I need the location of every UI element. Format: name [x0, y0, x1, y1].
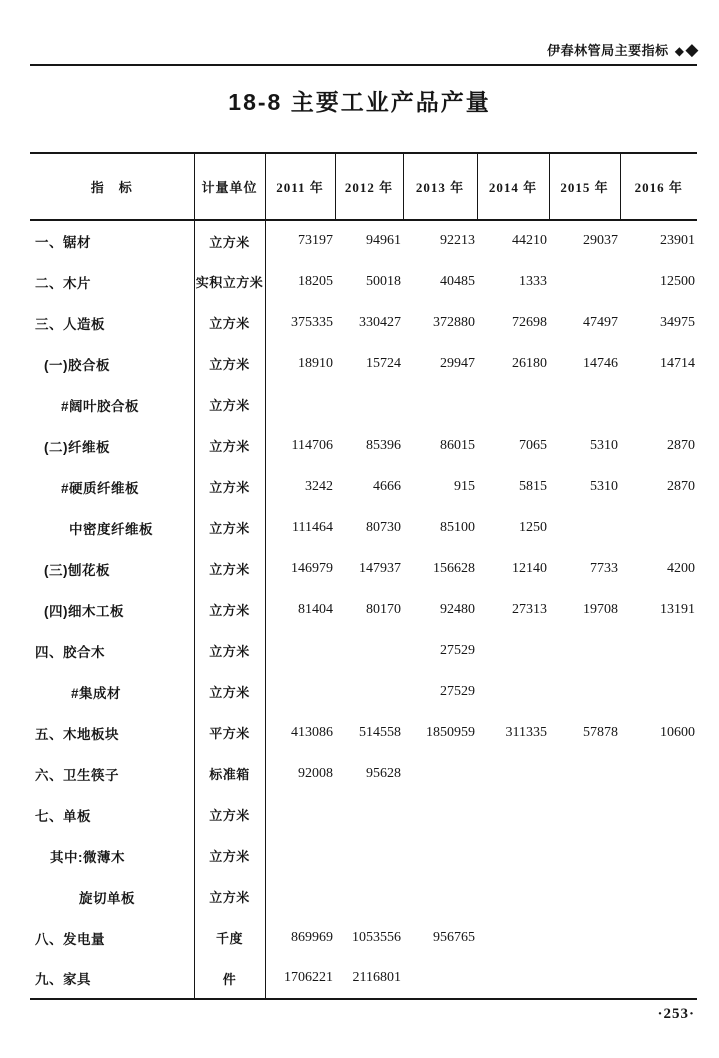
value-cell: 372880	[433, 314, 475, 330]
value-cell	[620, 876, 697, 917]
value-cell: 50018	[366, 273, 401, 289]
indicator-cell: (一)胶合板	[30, 343, 194, 384]
indicator-cell: 其中:微薄木	[30, 835, 194, 876]
value-cell: 47497	[583, 314, 618, 330]
value-cell: 1333	[519, 273, 547, 289]
value-cell: 147937	[359, 560, 401, 576]
value-cell	[549, 876, 620, 917]
value-cell: 92480	[440, 601, 475, 617]
value-cell: 14746	[583, 355, 618, 371]
indicator-cell: 三、人造板	[30, 302, 194, 343]
value-cell	[403, 753, 477, 794]
unit-cell: 立方米	[194, 466, 265, 507]
table-row	[30, 589, 697, 630]
value-cell: 330427	[359, 314, 401, 330]
unit-cell: 件	[194, 958, 265, 999]
value-cell	[477, 876, 549, 917]
unit-cell: 立方米	[194, 589, 265, 630]
value-cell	[549, 384, 620, 425]
table-row	[30, 876, 697, 917]
value-cell: 2870	[667, 437, 695, 453]
unit-cell: 立方米	[194, 384, 265, 425]
value-cell	[403, 958, 477, 999]
value-cell	[549, 917, 620, 958]
value-cell: 95628	[366, 765, 401, 781]
value-cell	[335, 876, 403, 917]
column-header: 2013 年	[403, 153, 477, 220]
value-cell: 1706221	[284, 970, 333, 985]
value-cell: 1053556	[352, 929, 401, 945]
value-cell: 114706	[291, 437, 333, 453]
value-cell	[403, 384, 477, 425]
running-head-text: 伊春林管局主要指标	[547, 43, 669, 58]
value-cell: 7733	[590, 560, 618, 576]
value-cell: 14714	[660, 355, 695, 371]
value-cell	[549, 630, 620, 671]
value-cell: 5310	[590, 478, 618, 494]
value-cell: 81404	[298, 601, 333, 617]
table-row	[30, 220, 697, 261]
table-row	[30, 302, 697, 343]
value-cell	[265, 630, 335, 671]
value-cell: 86015	[440, 437, 475, 453]
unit-cell: 立方米	[194, 548, 265, 589]
table-row	[30, 384, 697, 425]
unit-cell: 立方米	[194, 302, 265, 343]
value-cell	[403, 794, 477, 835]
value-cell: 18910	[298, 355, 333, 371]
value-cell	[620, 384, 697, 425]
value-cell: 111464	[292, 519, 333, 535]
value-cell: 5815	[519, 478, 547, 494]
value-cell: 311335	[505, 724, 547, 740]
indicator-cell: (二)纤维板	[30, 425, 194, 466]
value-cell: 85396	[366, 437, 401, 453]
value-cell	[477, 958, 549, 999]
value-cell: 80730	[366, 519, 401, 535]
value-cell: 10600	[660, 724, 695, 740]
value-cell	[549, 261, 620, 302]
value-cell	[403, 876, 477, 917]
table-row	[30, 343, 697, 384]
value-cell: 72698	[512, 314, 547, 330]
value-cell: 29037	[583, 233, 618, 248]
table-row	[30, 507, 697, 548]
value-cell	[265, 794, 335, 835]
value-cell: 80170	[366, 601, 401, 617]
indicator-cell: 一、锯材	[30, 220, 194, 261]
value-cell: 146979	[291, 560, 333, 576]
indicator-cell: 旋切单板	[30, 876, 194, 917]
unit-cell: 标准箱	[194, 753, 265, 794]
value-cell: 915	[454, 478, 475, 494]
indicator-cell: #硬质纤维板	[30, 466, 194, 507]
value-cell: 94961	[366, 233, 401, 248]
value-cell: 1250	[519, 519, 547, 535]
column-header: 计量单位	[194, 153, 265, 220]
diamond-icon: ◆	[674, 44, 685, 58]
header-rule	[30, 64, 697, 66]
value-cell	[477, 794, 549, 835]
table-row	[30, 425, 697, 466]
indicator-cell: (四)细木工板	[30, 589, 194, 630]
table-body	[30, 220, 697, 999]
value-cell: 3242	[305, 478, 333, 494]
value-cell	[335, 630, 403, 671]
table-row	[30, 753, 697, 794]
value-cell	[265, 876, 335, 917]
indicator-cell: 九、家具	[30, 958, 194, 999]
value-cell	[477, 835, 549, 876]
table-row	[30, 835, 697, 876]
value-cell	[549, 794, 620, 835]
value-cell	[477, 630, 549, 671]
unit-cell: 立方米	[194, 507, 265, 548]
value-cell	[403, 835, 477, 876]
value-cell	[620, 630, 697, 671]
value-cell: 4666	[373, 478, 401, 494]
value-cell	[335, 384, 403, 425]
value-cell: 40485	[440, 273, 475, 289]
column-header: 2015 年	[549, 153, 620, 220]
table-row	[30, 466, 697, 507]
indicator-cell: 二、木片	[30, 261, 194, 302]
value-cell: 12500	[660, 273, 695, 289]
value-cell	[620, 671, 697, 712]
indicator-cell: 中密度纤维板	[30, 507, 194, 548]
value-cell: 92213	[440, 233, 475, 248]
diamond-icon: ◆	[685, 40, 699, 59]
value-cell	[620, 835, 697, 876]
indicator-cell: #阔叶胶合板	[30, 384, 194, 425]
column-header: 2011 年	[265, 153, 335, 220]
value-cell: 57878	[583, 724, 618, 740]
unit-cell: 千度	[194, 917, 265, 958]
indicator-cell: 五、木地板块	[30, 712, 194, 753]
value-cell	[477, 753, 549, 794]
value-cell: 19708	[583, 601, 618, 617]
table-row	[30, 261, 697, 302]
value-cell	[620, 507, 697, 548]
running-head	[547, 40, 699, 60]
value-cell: 7065	[519, 437, 547, 453]
table-row	[30, 712, 697, 753]
unit-cell: 立方米	[194, 876, 265, 917]
unit-cell: 立方米	[194, 425, 265, 466]
value-cell	[335, 835, 403, 876]
indicator-cell: 四、胶合木	[30, 630, 194, 671]
unit-cell: 实积立方米	[194, 261, 265, 302]
industrial-output-table	[30, 152, 697, 1000]
value-cell	[549, 753, 620, 794]
value-cell: 18205	[298, 273, 333, 289]
value-cell: 15724	[366, 355, 401, 371]
value-cell: 12140	[512, 560, 547, 576]
value-cell: 4200	[667, 560, 695, 576]
table-row	[30, 958, 697, 999]
value-cell	[477, 671, 549, 712]
value-cell: 85100	[440, 519, 475, 535]
column-header: 2012 年	[335, 153, 403, 220]
value-cell: 92008	[298, 765, 333, 781]
value-cell: 44210	[512, 233, 547, 248]
table-row	[30, 630, 697, 671]
value-cell	[477, 384, 549, 425]
indicator-cell: 八、发电量	[30, 917, 194, 958]
value-cell: 956765	[433, 929, 475, 945]
value-cell: 23901	[660, 233, 695, 248]
table-row	[30, 548, 697, 589]
value-cell	[335, 794, 403, 835]
value-cell: 514558	[359, 724, 401, 740]
value-cell: 413086	[291, 724, 333, 740]
value-cell: 5310	[590, 437, 618, 453]
page-number: ·253·	[657, 1006, 695, 1022]
value-cell	[620, 917, 697, 958]
indicator-cell: 七、单板	[30, 794, 194, 835]
value-cell: 1850959	[426, 724, 475, 740]
value-cell: 29947	[440, 355, 475, 371]
table-head-row	[30, 153, 697, 220]
page-title: 18-8 主要工业产品产量	[228, 89, 491, 115]
value-cell: 13191	[660, 601, 695, 617]
column-header: 2016 年	[620, 153, 697, 220]
value-cell: 27529	[440, 642, 475, 658]
value-cell: 73197	[298, 233, 333, 248]
value-cell: 26180	[512, 355, 547, 371]
value-cell	[549, 835, 620, 876]
value-cell: 2116801	[352, 970, 401, 985]
value-cell: 34975	[660, 314, 695, 330]
indicator-cell: #集成材	[30, 671, 194, 712]
value-cell	[549, 507, 620, 548]
value-cell	[620, 753, 697, 794]
unit-cell: 立方米	[194, 794, 265, 835]
indicator-cell: (三)刨花板	[30, 548, 194, 589]
value-cell: 27313	[512, 601, 547, 617]
table-row	[30, 917, 697, 958]
table-row	[30, 794, 697, 835]
unit-cell: 立方米	[194, 835, 265, 876]
value-cell: 2870	[667, 478, 695, 494]
value-cell	[549, 671, 620, 712]
table-row	[30, 671, 697, 712]
unit-cell: 平方米	[194, 712, 265, 753]
unit-cell: 立方米	[194, 630, 265, 671]
value-cell: 156628	[433, 560, 475, 576]
table-head	[30, 153, 697, 220]
unit-cell: 立方米	[194, 671, 265, 712]
column-header: 指 标	[30, 153, 194, 220]
value-cell	[620, 958, 697, 999]
value-cell	[265, 384, 335, 425]
value-cell: 27529	[440, 683, 475, 699]
value-cell: 869969	[291, 929, 333, 945]
value-cell: 375335	[291, 314, 333, 330]
value-cell	[477, 917, 549, 958]
value-cell	[620, 794, 697, 835]
column-header: 2014 年	[477, 153, 549, 220]
value-cell	[549, 958, 620, 999]
unit-cell: 立方米	[194, 343, 265, 384]
value-cell	[335, 671, 403, 712]
value-cell	[265, 835, 335, 876]
unit-cell: 立方米	[194, 220, 265, 261]
indicator-cell: 六、卫生筷子	[30, 753, 194, 794]
value-cell	[265, 671, 335, 712]
